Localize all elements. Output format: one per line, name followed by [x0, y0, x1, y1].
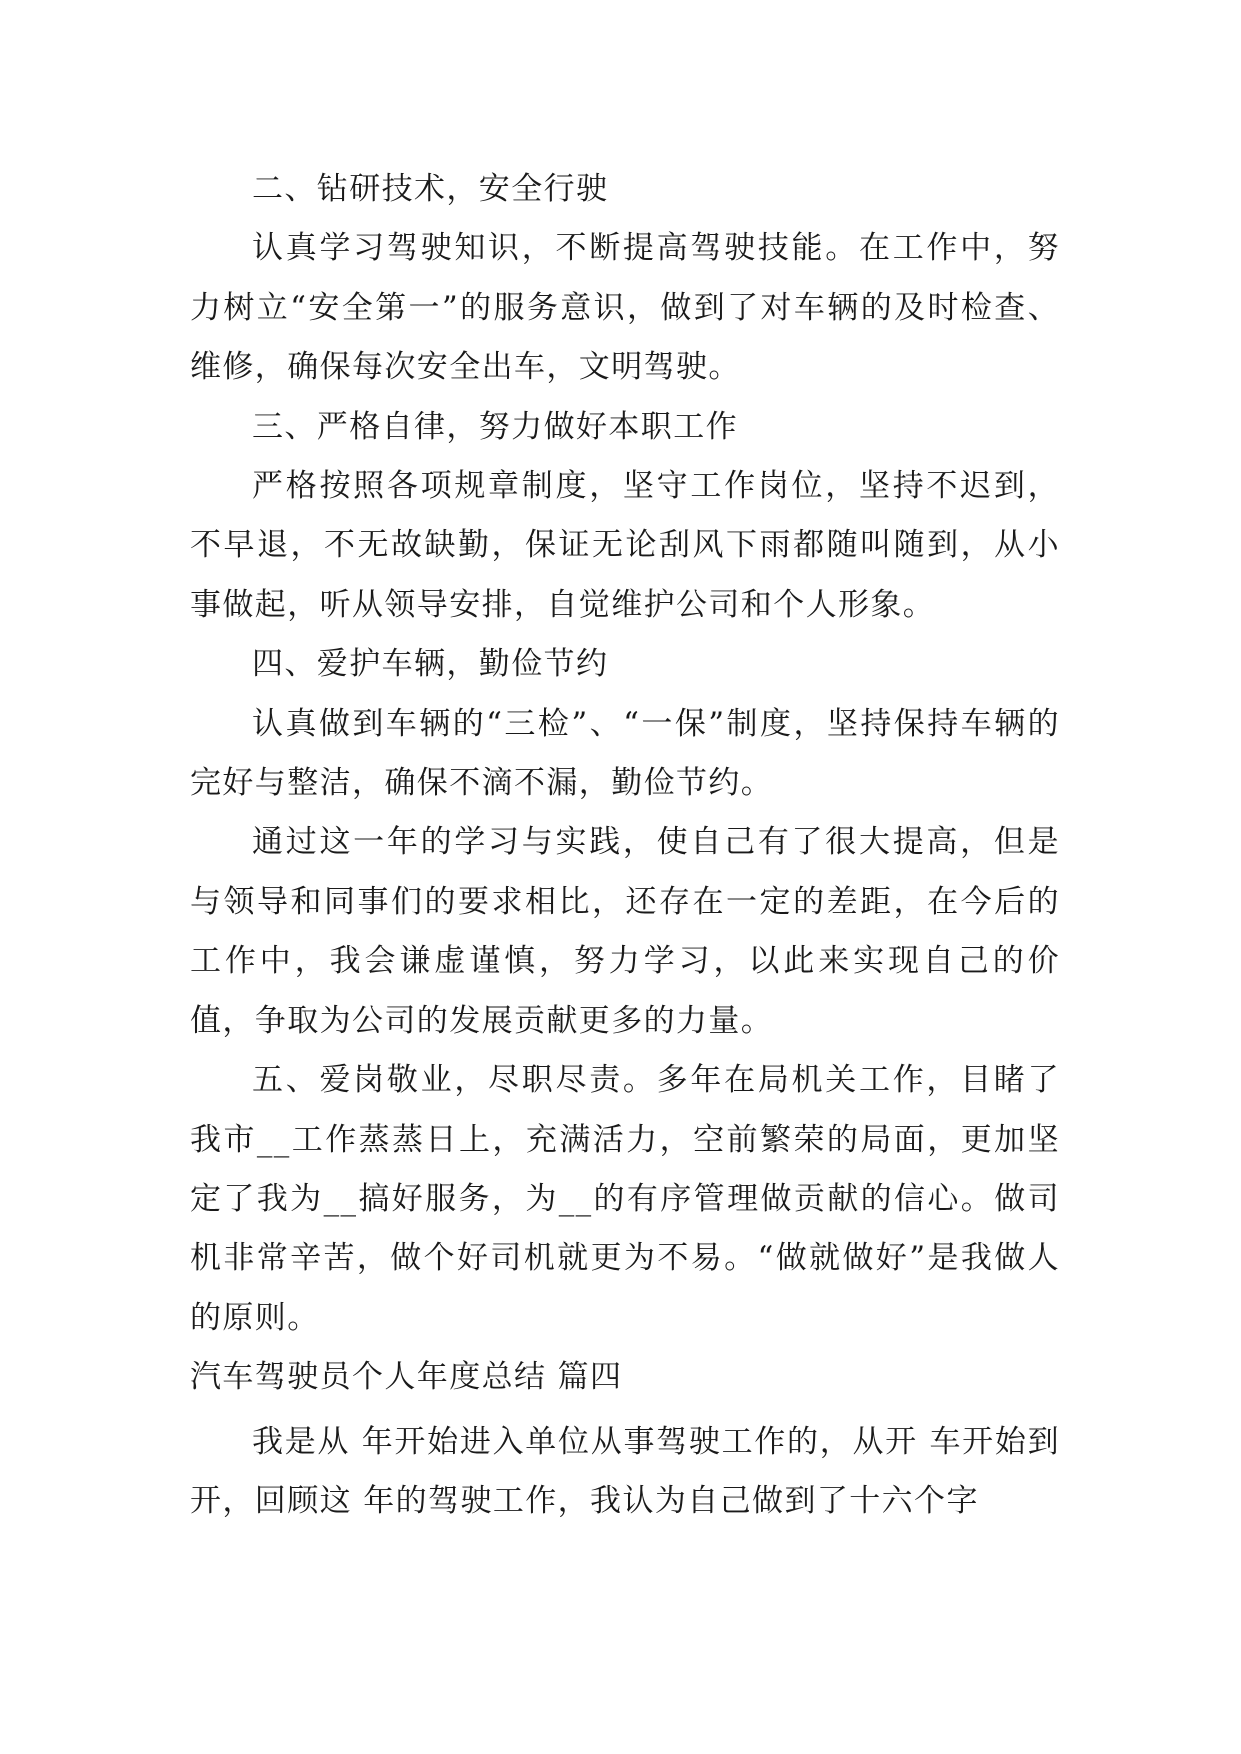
paragraph-dedication: 五、爱岗敬业，尽职尽责。多年在局机关工作，目睹了我市__工作蒸蒸日上，充满活力，空前繁荣的局面，更加坚定了我为__搞好服务，为__的有序管理做贡献的信心。做司机非常辛苦，做个好司机就更为不易。“做就做好”是我做人的原则。 — [190, 1062, 1060, 1336]
section-body — [190, 1413, 1060, 1532]
paragraph-rules: 严格按照各项规章制度，坚守工作岗位，坚持不迟到，不早退，不无故缺勤，保证无论刮风下雨都随叫随到，从小事做起，听从领导安排，自觉维护公司和个人形象。 — [190, 468, 1060, 623]
heading-vehicle-care: 四、爱护车辆，勤俭节约 — [252, 646, 609, 683]
paragraph-year-review: 通过这一年的学习与实践，使自己有了很大提高，但是与领导和同事们的要求相比，还存在一定的差距，在今后的工作中，我会谦虚谨慎，努力学习，以此来实现自己的价值，争取为公司的发展贡献更多的力量。 — [190, 824, 1060, 1039]
heading-strict-discipline: 三、严格自律，努力做好本职工作 — [252, 408, 738, 445]
paragraph-driving-skills: 认真学习驾驶知识，不断提高驾驶技能。在工作中，努力树立“安全第一”的服务意识，做到了对车辆的及时检查、维修，确保每次安全出车，文明驾驶。 — [190, 230, 1060, 386]
document-body — [190, 160, 1060, 1348]
heading-research-technology: 二、钻研技术，安全行驶 — [252, 171, 609, 207]
section-title: 汽车驾驶员个人年度总结 篇四 — [190, 1359, 623, 1395]
paragraph-vehicle-inspection: 认真做到车辆的“三检”、“一保”制度，坚持保持车辆的完好与整洁，确保不滴不漏，勤俭节约。 — [190, 705, 1060, 802]
paragraph-section-intro: 我是从 年开始进入单位从事驾驶工作的，从开 车开始到开，回顾这 年的驾驶工作，我认为自己做到了十六个字 — [190, 1424, 1060, 1520]
